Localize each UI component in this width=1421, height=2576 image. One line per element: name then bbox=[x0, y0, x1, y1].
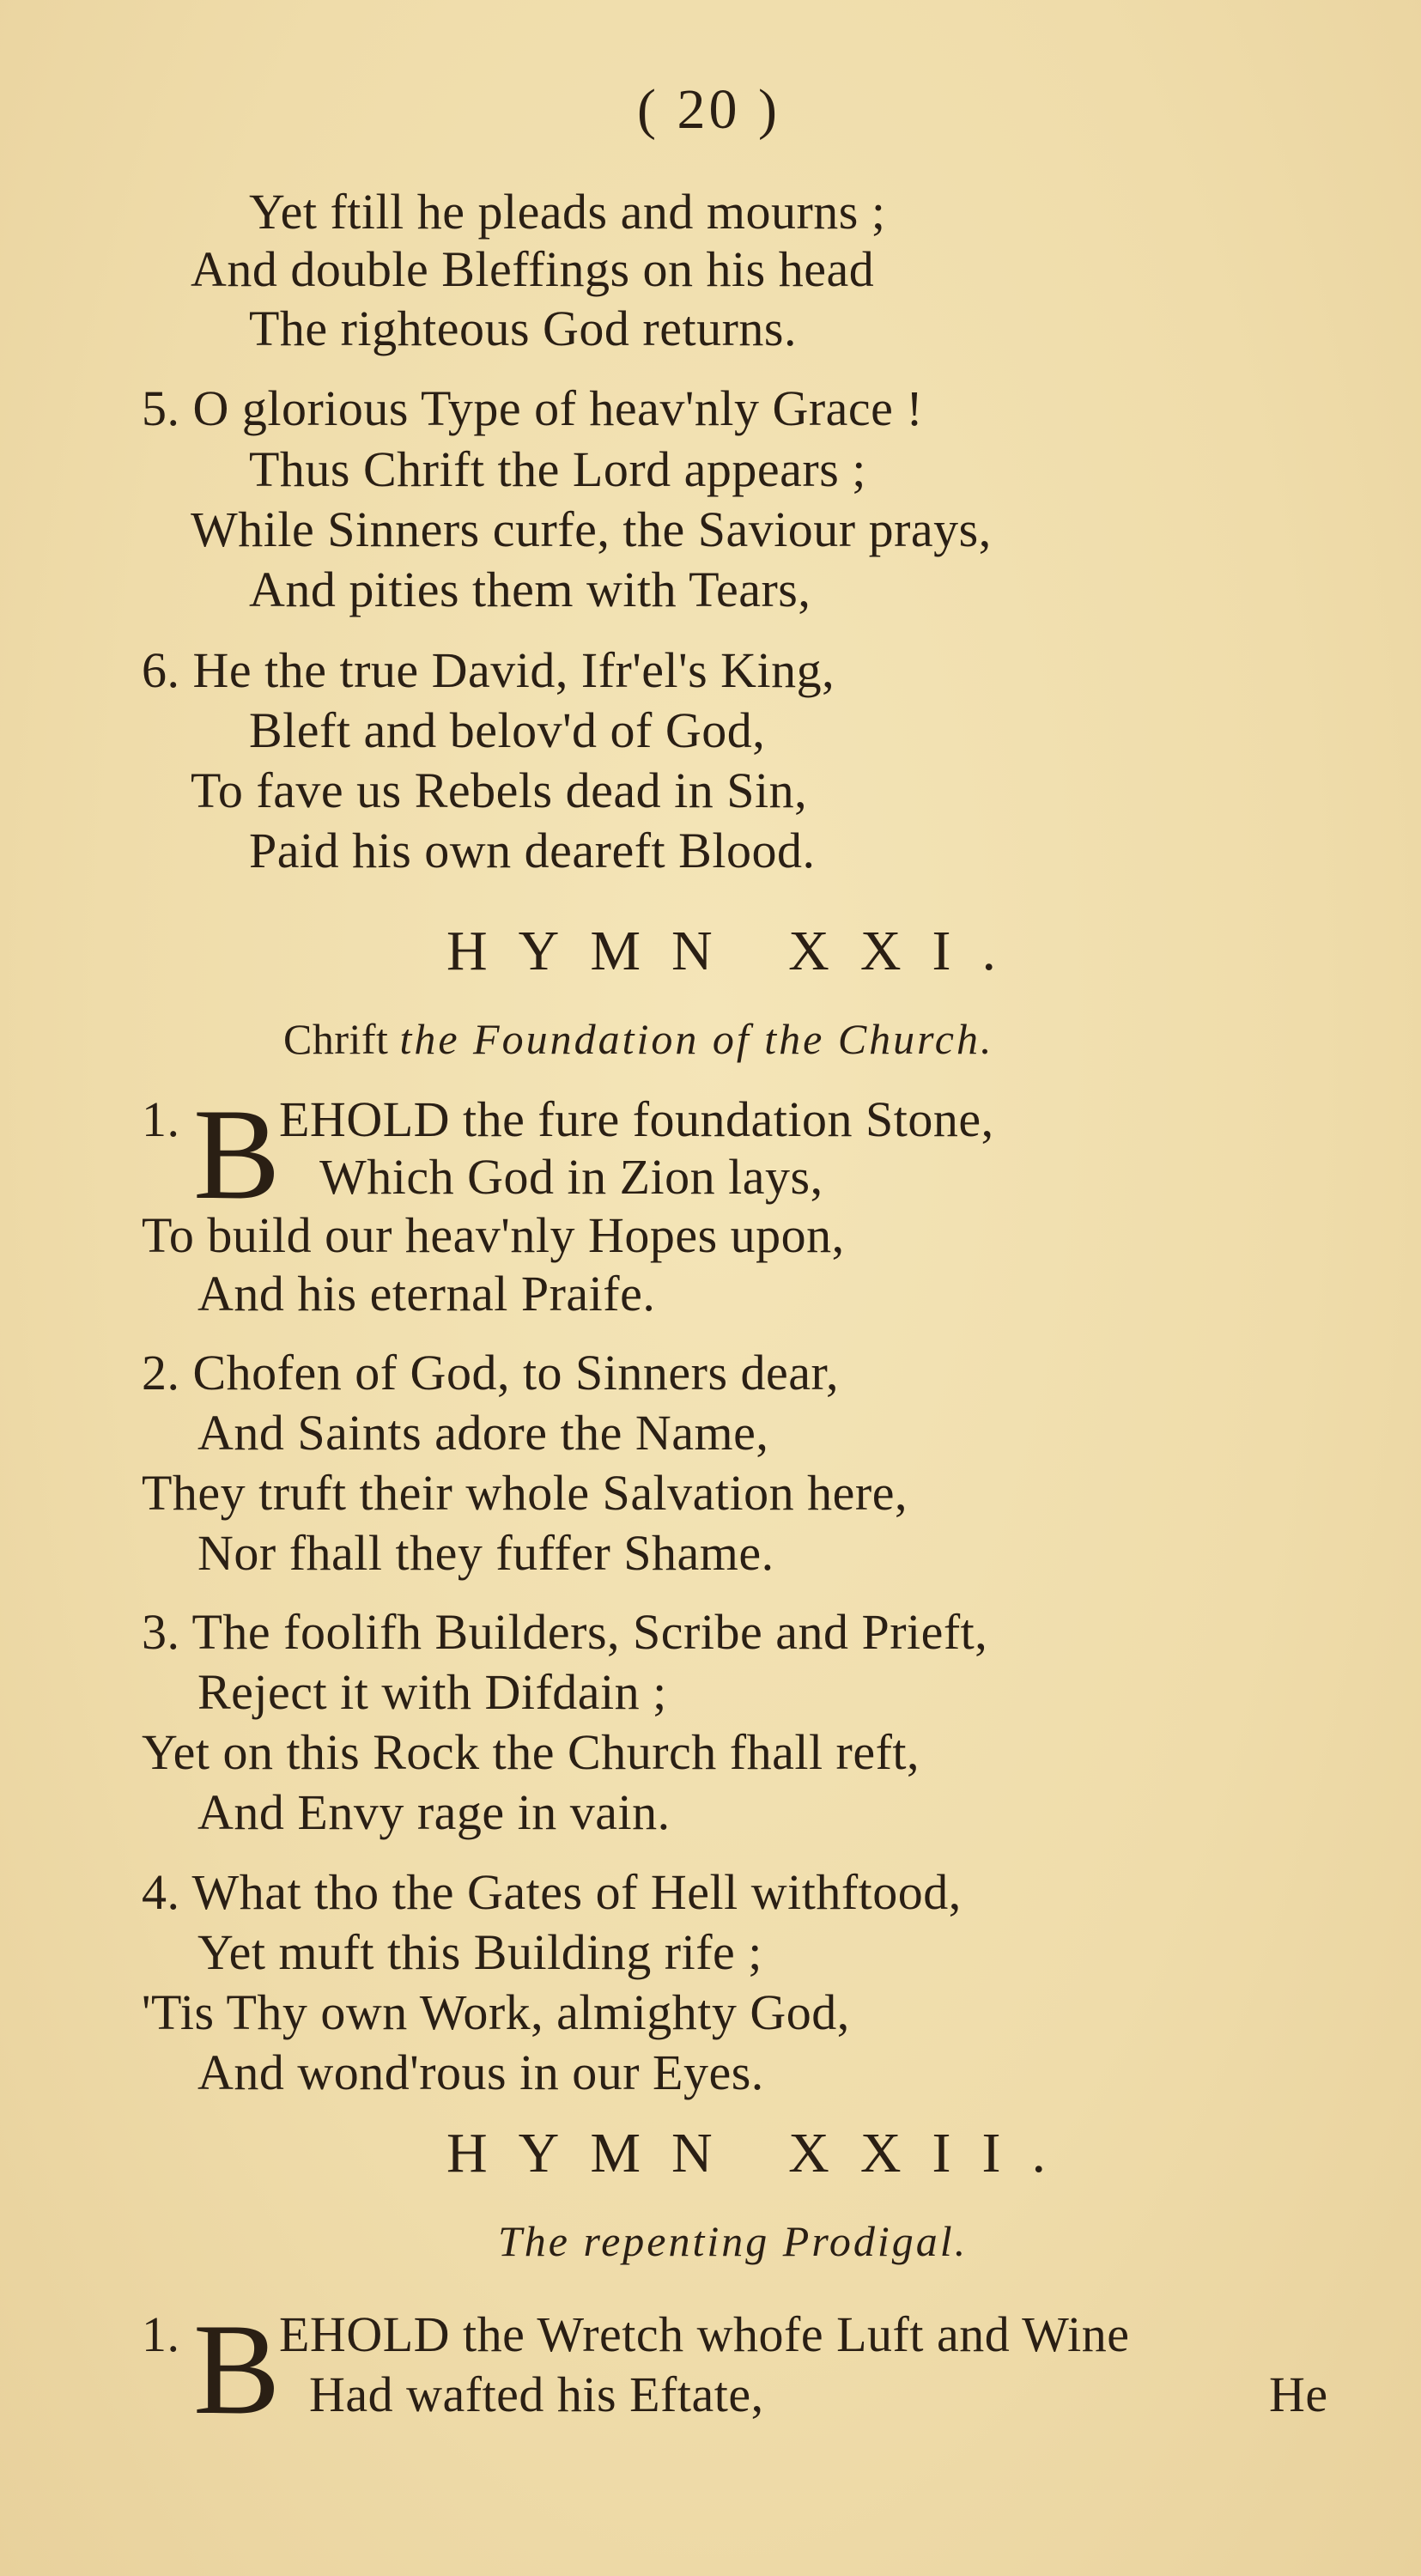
verse-line: 4. What tho the Gates of Hell withftood, bbox=[142, 1864, 962, 1920]
hymn-title: HYMN XXI. bbox=[446, 920, 1027, 982]
verse-line: The righteous God returns. bbox=[249, 301, 797, 356]
subtitle-roman: Chrift bbox=[283, 1015, 389, 1063]
subtitle-italic: the Foundation of the Church. bbox=[399, 1015, 994, 1063]
verse-line: Yet on this Rock the Church fhall reft, bbox=[142, 1724, 920, 1780]
verse-line: EHOLD the Wretch whofe Luft and Wine bbox=[279, 2306, 1130, 2362]
verse-line: Which God in Zion lays, bbox=[319, 1149, 823, 1205]
verse-line: Had wafted his Eftate, bbox=[309, 2366, 764, 2422]
verse-line: While Sinners curfe, the Saviour prays, bbox=[191, 501, 992, 557]
drop-cap: B bbox=[193, 2297, 281, 2441]
verse-line: Reject it with Difdain ; bbox=[197, 1664, 667, 1720]
verse-line: 5. O glorious Type of heav'nly Grace ! bbox=[142, 380, 924, 436]
catchword: He bbox=[1269, 2366, 1328, 2422]
verse-line: To fave us Rebels dead in Sin, bbox=[191, 762, 808, 818]
verse-line: Yet muft this Building rife ; bbox=[197, 1924, 762, 1980]
verse-line: Thus Chrift the Lord appears ; bbox=[249, 441, 866, 497]
verse-number: 1. bbox=[142, 2306, 180, 2362]
verse-line: Nor fhall they fuffer Shame. bbox=[197, 1525, 774, 1581]
verse-line: Bleft and belov'd of God, bbox=[249, 702, 766, 758]
verse-line: To build our heav'nly Hopes upon, bbox=[142, 1207, 845, 1263]
hymn-title: HYMN XXII. bbox=[446, 2122, 1077, 2184]
verse-line: 2. Chofen of God, to Sinners dear, bbox=[142, 1345, 840, 1400]
verse-line: And wond'rous in our Eyes. bbox=[197, 2044, 764, 2100]
verse-line: And his eternal Praife. bbox=[197, 1266, 656, 1321]
drop-cap: B bbox=[193, 1082, 281, 1226]
verse-line: Yet ftill he pleads and mourns ; bbox=[249, 184, 886, 240]
verse-line: 'Tis Thy own Work, almighty God, bbox=[142, 1984, 850, 2040]
hymn-subtitle bbox=[283, 1015, 994, 1063]
verse-line: They truft their whole Salvation here, bbox=[142, 1465, 908, 1521]
verse-number: 1. bbox=[142, 1091, 180, 1147]
verse-line: 6. He the true David, Ifr'el's King, bbox=[142, 642, 835, 698]
page-number: ( 20 ) bbox=[637, 78, 780, 141]
hymn-subtitle: The repenting Prodigal. bbox=[498, 2217, 969, 2265]
verse-line: Paid his own deareft Blood. bbox=[249, 823, 816, 878]
verse-line: And Envy rage in vain. bbox=[197, 1784, 671, 1840]
verse-line: EHOLD the fure foundation Stone, bbox=[279, 1091, 994, 1147]
verse-line: And pities them with Tears, bbox=[249, 562, 811, 617]
verse-line: And Saints adore the Name, bbox=[197, 1405, 769, 1461]
verse-line: And double Bleffings on his head bbox=[191, 241, 875, 297]
verse-line: 3. The foolifh Builders, Scribe and Prieft, bbox=[142, 1604, 988, 1660]
